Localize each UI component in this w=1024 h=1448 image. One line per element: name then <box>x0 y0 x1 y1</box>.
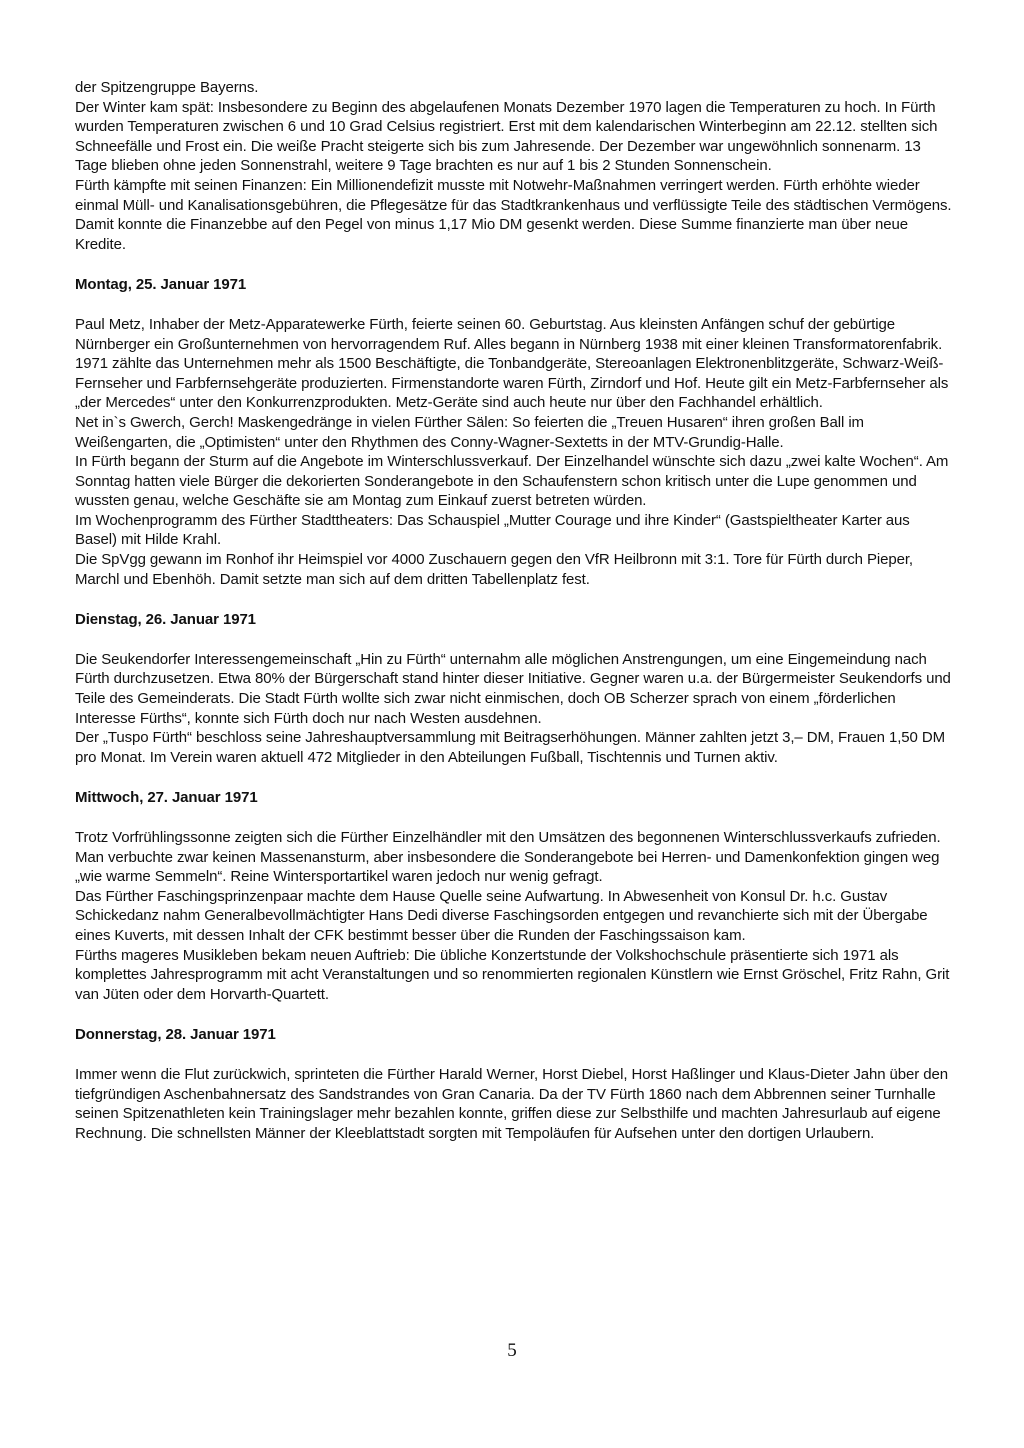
paragraph: Das Fürther Faschingsprinzenpaar machte dem Hause Quelle seine Aufwartung. In Abwesenheit von Konsul Dr. h.c. Gustav Schickedanz nahm Generalbevollmächtigter Hans Dedi diverse Faschingsorden entgegen und revanchierte sich mit der Übergabe eines Kuverts, mit dessen Inhalt der CFK bestimmt besser über die Runden der Faschingssaison kam. <box>75 887 928 944</box>
paragraph: In Fürth begann der Sturm auf die Angebote im Winterschlussverkauf. Der Einzelhandel wünschte sich dazu „zwei kalte Wochen“. Am Sonntag hatten viele Bürger die dekorierten Sonderangebote in den Schaufenstern schon kritisch unter die Lupe genommen und wussten genau, welche Geschäfte sie am Montag zum Einkauf zuerst betreten würden. <box>75 453 949 510</box>
paragraph: Fürths mageres Musikleben bekam neuen Auftrieb: Die übliche Konzertstunde der Volkshochschule präsentierte sich 1971 als komplettes Jahresprogramm mit acht Veranstaltungen und so renommierten regionalen Künstlern wie Ernst Gröschel, Fritz Rahn, Grit van Jüten oder dem Horvarth-Quartett. <box>75 946 950 1003</box>
section-heading: Dienstag, 26. Januar 1971 <box>75 611 256 629</box>
paragraph: Paul Metz, Inhaber der Metz-Apparatewerke Fürth, feierte seinen 60. Geburtstag. Aus kleinsten Anfängen schuf der gebürtige Nürnberger ein Großunternehmen von hervorragendem Ruf. Alles begann in Nürnberg 1938 mit einer kleinen Transformatorenfabrik. 1971 zählte das Unternehmen mehr als 1500 Beschäftigte, die Tonbandgeräte, Stereoanlagen Elektronenblitzgeräte, Schwarz-Weiß-Fernseher und Farbfernsehgeräte produzierten. Firmenstandorte waren Fürth, Zirndorf und Hof. Heute gilt ein Metz-Farbfernseher als „der Mercedes“ unter den Konkurrenzprodukten. Metz-Geräte sind auch heute nur über den Fachhandel erhältlich. <box>75 315 949 412</box>
paragraph: Der „Tuspo Fürth“ beschloss seine Jahreshauptversammlung mit Beitragserhöhungen. Männer zahlten jetzt 3,– DM, Frauen 1,50 DM pro Monat. Im Verein waren aktuell 472 Mitglieder in den Abteilungen Fußball, Tischtennis und Turnen aktiv. <box>75 729 945 766</box>
section-heading: Montag, 25. Januar 1971 <box>75 276 247 294</box>
paragraph: Immer wenn die Flut zurückwich, sprinteten die Fürther Harald Werner, Horst Diebel, Horst Haßlinger und Klaus-Dieter Jahn über den tiefgründigen Aschenbahnersatz des Sandstrandes von Gran Canaria. Da der TV Fürth 1860 nach dem Abbrennen seiner Turnhalle seinen Spitzenathleten kein Trainingslager mehr bezahlen konnte, griffen diese zur Selbsthilfe und machten Jahresurlaub auf eigene Rechnung. Die schnellsten Männer der Kleeblattstadt sorgten mit Tempoläufen für Aufsehen unter den dortigen Urlaubern. <box>75 1065 948 1142</box>
section-heading: Mittwoch, 27. Januar 1971 <box>75 789 258 807</box>
paragraph: Der Winter kam spät: Insbesondere zu Beginn des abgelaufenen Monats Dezember 1970 lagen die Temperaturen zu hoch. In Fürth wurden Temperaturen zwischen 6 und 10 Grad Celsius registriert. Erst mit dem kalendarischen Winterbeginn am 22.12. stellten sich Schneefälle und Frost ein. Die weiße Pracht steigerte sich bis zum Jahresende. Der Dezember war ungewöhnlich sonnenarm. 13 Tage blieben ohne jeden Sonnenstrahl, weitere 9 Tage brachten es nur auf 1 bis 2 Stunden Sonnenschein. <box>75 98 938 175</box>
paragraph: Im Wochenprogramm des Fürther Stadttheaters: Das Schauspiel „Mutter Courage und ihre Kinder“ (Gastspieltheater Karter aus Basel) mit Hilde Krahl. <box>75 511 910 549</box>
document-body <box>75 78 955 1143</box>
paragraph: Trotz Vorfrühlingssonne zeigten sich die Fürther Einzelhändler mit den Umsätzen des begonnenen Winterschlussverkaufs zufrieden. Man verbuchte zwar keinen Massenansturm, aber insbesondere die Sonderangebote bei Herren- und Damenkonfektion gingen weg „wie warme Semmeln“. Reine Wintersportartikel waren jedoch nur wenig gefragt. <box>75 829 941 886</box>
section-heading: Donnerstag, 28. Januar 1971 <box>75 1026 276 1044</box>
paragraph: Fürth kämpfte mit seinen Finanzen: Ein Millionendefizit musste mit Notwehr-Maßnahmen verringert werden. Fürth erhöhte wieder einmal Müll- und Kanalisationsgebühren, die Pflegesätze für das Stadtkrankenhaus und verflüssigte Teile des städtischen Vermögens. Damit konnte die Finanzebbe auf den Pegel von minus 1,17 Mio DM gesenkt werden. Diese Summe finanzierte man über neue Kredite. <box>75 176 952 253</box>
paragraph: Die SpVgg gewann im Ronhof ihr Heimspiel vor 4000 Zuschauern gegen den VfR Heilbronn mit 3:1. Tore für Fürth durch Pieper, Marchl und Ebenhöh. Damit setzte man sich auf dem dritten Tabellenplatz fest. <box>75 551 913 588</box>
paragraph: der Spitzengruppe Bayerns. <box>75 79 259 96</box>
paragraph: Net in`s Gwerch, Gerch! Maskengedränge in vielen Fürther Sälen: So feierten die „Treuen Husaren“ ihren großen Ball im Weißengarten, die „Optimisten“ unter den Rhythmen des Conny-Wagner-Sextetts in der MTV-Grundig-Halle. <box>75 413 864 451</box>
page-number: 5 <box>507 1340 517 1361</box>
paragraph: Die Seukendorfer Interessengemeinschaft „Hin zu Fürth“ unternahm alle möglichen Anstrengungen, um eine Eingemeindung nach Fürth durchzusetzen. Etwa 80% der Bürgerschaft stand hinter dieser Initiative. Gegner waren u.a. der Bürgermeister Seukendorfs und Teile des Gemeinderats. Die Stadt Fürth wollte sich zwar nicht einmischen, doch OB Scherzer sprach von einem „förderlichen Interesse Fürths“, konnte sich Fürth doch nur nach Westen ausdehnen. <box>75 650 951 727</box>
